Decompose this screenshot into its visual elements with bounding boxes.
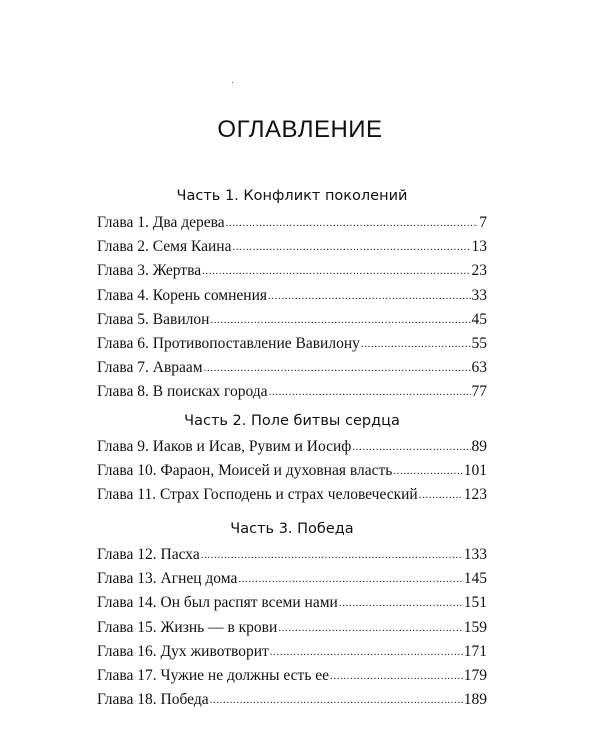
chapter-title: Глава 17. Чужие не должны есть ее (97, 666, 330, 684)
page-title: ОГЛАВЛЕНИЕ (217, 116, 383, 143)
part-heading-2: Часть 2. Поле битвы сердца (184, 413, 400, 429)
toc-entry-chapter-2 (97, 238, 487, 262)
chapter-title: Глава 8. В поисках города (97, 383, 268, 401)
page-number: 145 (463, 570, 487, 588)
dot-leader (393, 465, 462, 477)
page-number: 89 (471, 438, 487, 455)
chapter-list-part-3 (97, 546, 487, 715)
chapter-title: Глава 10. Фараон, Моисей и духовная власть (97, 462, 393, 480)
toc-entry-chapter-8 (97, 383, 487, 407)
part-heading-1: Часть 1. Конфликт поколений (176, 188, 408, 204)
dot-leader (270, 646, 463, 658)
toc-entry-chapter-15 (97, 619, 487, 643)
chapter-title: Глава 9. Иаков и Исав, Рувим и Иосиф (97, 438, 352, 455)
dot-leader (232, 241, 470, 253)
chapter-list-part-2 (97, 438, 487, 511)
dot-leader (202, 265, 470, 277)
dot-leader (201, 549, 463, 561)
page-number: 171 (463, 642, 487, 660)
page-number: 13 (471, 238, 487, 256)
chapter-title: Глава 14. Он был распят всеми нами (97, 594, 338, 612)
toc-entry-chapter-18 (97, 691, 487, 715)
dot-leader (330, 670, 463, 682)
page-number: 63 (471, 359, 487, 377)
toc-entry-chapter-9 (97, 438, 487, 462)
page-number: 159 (463, 618, 487, 636)
chapter-title: Глава 15. Жизнь — в крови (97, 618, 278, 636)
chapter-title: Глава 12. Пасха (97, 546, 200, 563)
toc-entry-chapter-6 (97, 335, 487, 359)
page-number: 7 (479, 214, 487, 231)
page-number: 23 (471, 262, 487, 280)
page-number: 133 (463, 546, 487, 563)
chapter-title: Глава 4. Корень сомнения (97, 286, 268, 304)
dot-leader (204, 362, 471, 374)
chapter-title: Глава 1. Два дерева (97, 214, 225, 231)
toc-entry-chapter-3 (97, 262, 487, 286)
chapter-title: Глава 3. Жертва (97, 262, 202, 280)
chapter-title: Глава 2. Семя Каина (97, 238, 232, 256)
page-number: 123 (463, 486, 487, 504)
chapter-title: Глава 7. Авраам (97, 359, 203, 377)
toc-entry-chapter-12 (97, 546, 487, 570)
chapter-title: Глава 13. Агнец дома (97, 570, 238, 588)
toc-entry-chapter-16 (97, 643, 487, 667)
page-number: 151 (463, 594, 487, 612)
chapter-title: Глава 5. Вавилон (97, 310, 210, 328)
page-number: 77 (471, 383, 487, 401)
page-number: 101 (463, 462, 487, 480)
page-number: 45 (471, 310, 487, 328)
print-speck (232, 82, 233, 83)
page-number: 179 (463, 666, 487, 684)
chapter-title: Глава 18. Победа (97, 691, 209, 709)
dot-leader (269, 386, 471, 398)
dot-leader (339, 597, 463, 609)
chapter-title: Глава 6. Противопоставление Вавилону (97, 334, 360, 352)
toc-entry-chapter-14 (97, 594, 487, 618)
page-number: 55 (471, 334, 487, 352)
toc-entry-chapter-1 (97, 214, 487, 238)
dot-leader (226, 217, 479, 229)
dot-leader (352, 441, 470, 453)
dot-leader (419, 489, 463, 501)
dot-leader (361, 338, 471, 350)
toc-entry-chapter-7 (97, 359, 487, 383)
dot-leader (268, 290, 470, 302)
toc-entry-chapter-11 (97, 486, 487, 510)
chapter-list-part-1 (97, 214, 487, 408)
part-heading-3: Часть 3. Победа (230, 521, 354, 537)
dot-leader (210, 314, 470, 326)
dot-leader (278, 622, 462, 634)
toc-entry-chapter-5 (97, 311, 487, 335)
toc-entry-chapter-17 (97, 667, 487, 691)
chapter-title: Глава 11. Страх Господень и страх человеческий (97, 486, 418, 504)
toc-entry-chapter-13 (97, 570, 487, 594)
toc-entry-chapter-10 (97, 462, 487, 486)
page-number: 189 (463, 691, 487, 709)
page-number: 33 (471, 286, 487, 304)
toc-entry-chapter-4 (97, 287, 487, 311)
chapter-title: Глава 16. Дух животворит (97, 642, 269, 660)
dot-leader (238, 573, 462, 585)
dot-leader (210, 694, 463, 706)
